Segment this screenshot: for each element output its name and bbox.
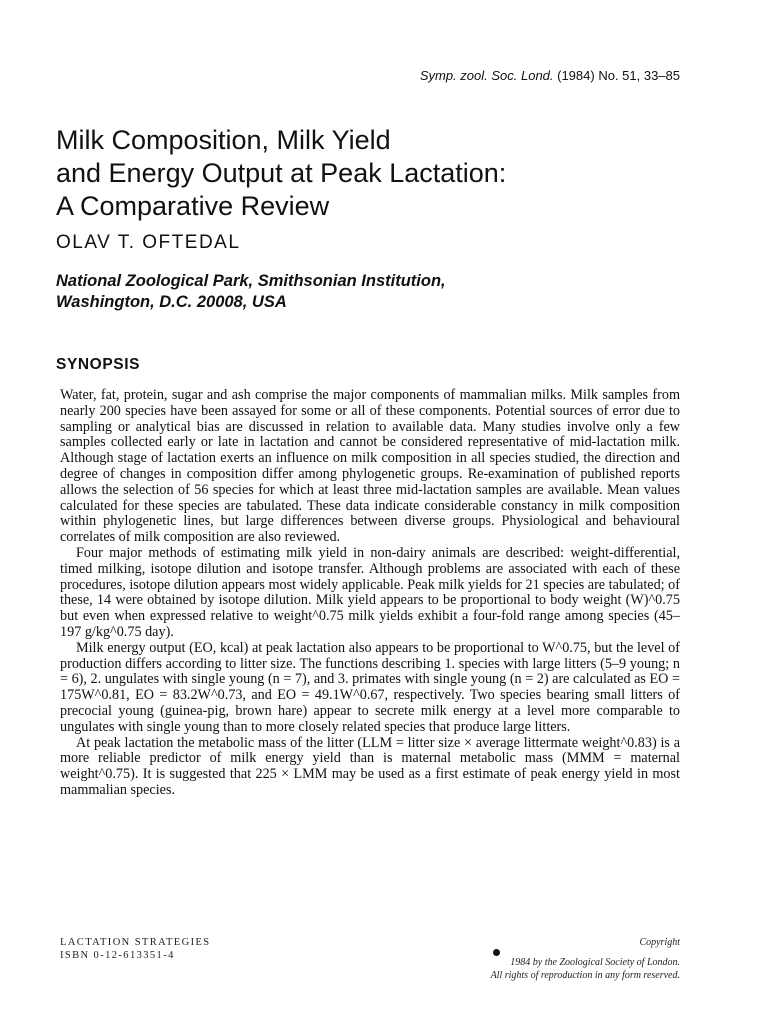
synopsis-paragraph-1: Water, fat, protein, sugar and ash comprise the major components of mammalian milks. Milk samples from nearly 200 species have been assayed for some or all of these components. Potential sources of error due to sampling or analytical bias are discussed in relation to available data. Many studies involve only a few samples collected early or late in lactation and cannot be considered representative of mid-lactation milk. Although stage of lactation exerts an influence on milk composition in all species studied, the direction and degree of changes in composition differ among phylogenetic groups. Re-examination of published reports allows the selection of 56 species for which at least three mid-lactation samples are available. Mean values calculated for these species are tabulated. These data indicate considerable constancy in milk composition within phylogenetic lines, but large differences between diverse groups. Physiological and behavioural correlates of milk composition are also reviewed. bbox=[60, 387, 680, 546]
synopsis-paragraph-2: Four major methods of estimating milk yield in non-dairy animals are described: weight-differential, timed milking, isotope dilution and isotope transfer. Although problems are associated with each of these procedures, isotope dilution appears most widely applicable. Peak milk yields for 21 species are tabulated; of these, 14 were obtained by isotope dilution. Milk yield appears to be proportional to body weight (W)^0.75 but even when expressed relative to weight^0.75 milk yields exhibit a four-fold range among species (45–197 g/kg^0.75 day). bbox=[60, 544, 680, 640]
copyright-line-1: Copyright 1984 by the Zoological Society of London. bbox=[491, 936, 680, 969]
author-name: OLAV T. OFTEDAL bbox=[56, 232, 241, 253]
synopsis-paragraph-4: At peak lactation the metabolic mass of the litter (LLM = litter size × average littermate weight^0.83) is a more reliable predictor of milk energy yield than is maternal metabolic mass (MMM = maternal weight^0.75). It is suggested that 225 × LMM may be used as a first estimate of peak energy yield in most mammalian species. bbox=[60, 734, 680, 798]
book-info bbox=[60, 936, 211, 962]
bullet-icon bbox=[493, 949, 500, 956]
citation-details: (1984) No. 51, 33–85 bbox=[553, 68, 680, 83]
paper-title bbox=[56, 124, 716, 223]
copyright-notice bbox=[491, 936, 680, 982]
affiliation-line-2: Washington, D.C. 20008, USA bbox=[56, 293, 287, 311]
isbn: ISBN 0-12-613351-4 bbox=[60, 950, 175, 961]
book-title: LACTATION STRATEGIES bbox=[60, 937, 211, 948]
affiliation-line-1: National Zoological Park, Smithsonian Institution, bbox=[56, 272, 446, 290]
author-affiliation bbox=[56, 271, 446, 313]
copyright-line-2: All rights of reproduction in any form reserved. bbox=[490, 970, 680, 981]
title-line-1: Milk Composition, Milk Yield bbox=[56, 125, 391, 155]
synopsis-heading: SYNOPSIS bbox=[56, 356, 141, 373]
journal-citation bbox=[420, 68, 680, 83]
synopsis-body bbox=[60, 388, 680, 799]
synopsis-paragraph-3: Milk energy output (EO, kcal) at peak lactation also appears to be proportional to W^0.75, but the level of production differs according to litter size. The functions describing 1. species with large litters (5–9 young; n = 6), 2. ungulates with single young (n = 7), and 3. primates with single young (n = 2) are calculated as EO = 175W^0.81, EO = 83.2W^0.73, and EO = 49.1W^0.67, respectively. Two species bearing small litters of precocial young (guinea-pig, brown hare) appear to secrete milk energy at a level more comparable to ungulates with single young than to more closely related species that produce large litters. bbox=[60, 639, 680, 735]
journal-name: Symp. zool. Soc. Lond. bbox=[419, 68, 554, 83]
title-line-3: A Comparative Review bbox=[56, 191, 330, 221]
title-line-2: and Energy Output at Peak Lactation: bbox=[56, 158, 507, 188]
